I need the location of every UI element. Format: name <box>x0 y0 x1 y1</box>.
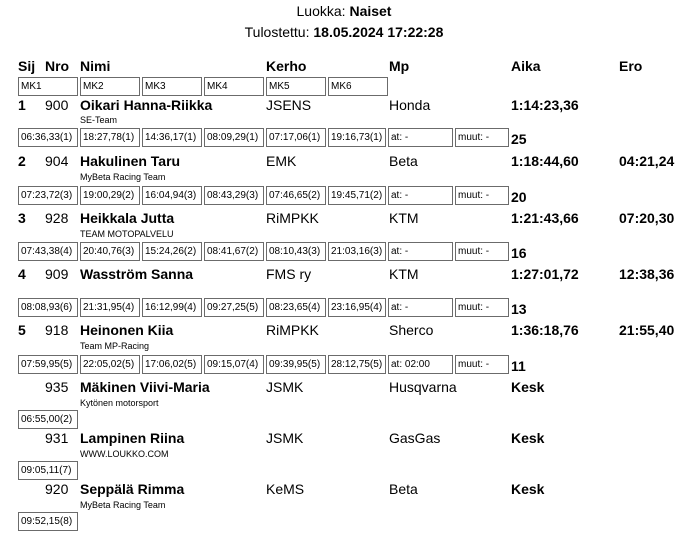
rider-club: RiMPKK <box>266 322 319 338</box>
rider-position: 2 <box>18 153 26 169</box>
rider-time: 1:21:43,66 <box>511 210 579 226</box>
class-header <box>0 3 688 19</box>
rider-position: 4 <box>18 266 26 282</box>
rider-team: TEAM MOTOPALVELU <box>80 229 174 239</box>
rider-number: 909 <box>45 266 69 282</box>
rider-points: 13 <box>511 301 527 317</box>
penalty-other: muut: - <box>455 298 509 317</box>
rider-name: Heikkala Jutta <box>80 210 175 226</box>
penalty-at: at: 02:00 <box>388 355 453 374</box>
split-time: 08:23,65(4) <box>266 298 326 317</box>
col-nro: Nro <box>45 58 70 74</box>
rider-club: JSMK <box>266 379 304 395</box>
rider-time: 1:36:18,76 <box>511 322 579 338</box>
rider-name: Heinonen Kiia <box>80 322 174 338</box>
rider-club: RiMPKK <box>266 210 319 226</box>
printed-header <box>0 24 688 40</box>
rider-club: KeMS <box>266 481 305 497</box>
rider-gap: 04:21,24 <box>619 153 675 169</box>
rider-points: 11 <box>511 358 526 374</box>
col-kerho: Kerho <box>266 58 307 74</box>
class-label: Luokka: <box>296 3 346 19</box>
rider-time: Kesk <box>511 430 545 446</box>
rider-number: 928 <box>45 210 69 226</box>
split-time: 08:08,93(6) <box>18 298 78 317</box>
split-time: 09:15,07(4) <box>204 355 264 374</box>
split-time: 07:43,38(4) <box>18 242 78 261</box>
rider-number: 931 <box>45 430 69 446</box>
split-time: 18:27,78(1) <box>80 128 140 147</box>
split-time: 15:24,26(2) <box>142 242 202 261</box>
rider-team: MyBeta Racing Team <box>80 172 166 182</box>
split-time: 09:27,25(5) <box>204 298 264 317</box>
rider-name: Oikari Hanna-Riikka <box>80 97 213 113</box>
penalty-other: muut: - <box>455 186 509 205</box>
split-time: 06:55,00(2) <box>18 410 78 429</box>
rider-points: 16 <box>511 245 527 261</box>
col-aika: Aika <box>511 58 541 74</box>
split-time: 14:36,17(1) <box>142 128 202 147</box>
rider-name: Lampinen Riina <box>80 430 185 446</box>
split-time: 21:03,16(3) <box>328 242 386 261</box>
printed-label: Tulostettu: <box>244 24 310 40</box>
rider-club: JSENS <box>266 97 312 113</box>
col-ero: Ero <box>619 58 643 74</box>
rider-gap: 07:20,30 <box>619 210 675 226</box>
rider-time: Kesk <box>511 481 545 497</box>
split-time: 07:23,72(3) <box>18 186 78 205</box>
class-name: Naiset <box>349 3 392 19</box>
rider-number: 918 <box>45 322 69 338</box>
rider-position: 3 <box>18 210 26 226</box>
rider-team: SE-Team <box>80 115 118 125</box>
rider-team: WWW.LOUKKO.COM <box>80 449 169 459</box>
rider-number: 935 <box>45 379 69 395</box>
split-time: 16:12,99(4) <box>142 298 202 317</box>
split-time: 08:10,43(3) <box>266 242 326 261</box>
col-nimi: Nimi <box>80 58 111 74</box>
split-time: 19:16,73(1) <box>328 128 386 147</box>
split-time: 09:05,11(7) <box>18 461 78 480</box>
rider-name: Mäkinen Viivi-Maria <box>80 379 210 395</box>
split-time: 16:04,94(3) <box>142 186 202 205</box>
penalty-at: at: - <box>388 186 453 205</box>
rider-team: Kytönen motorsport <box>80 398 159 408</box>
rider-name: Seppälä Rimma <box>80 481 185 497</box>
rider-points: 25 <box>511 131 527 147</box>
rider-time: 1:27:01,72 <box>511 266 579 282</box>
printed-value: 18.05.2024 17:22:28 <box>313 24 444 40</box>
stage-header: MK5 <box>266 77 326 96</box>
split-time: 20:40,76(3) <box>80 242 140 261</box>
stage-header: MK3 <box>142 77 202 96</box>
split-time: 07:17,06(1) <box>266 128 326 147</box>
rider-team: Team MP-Racing <box>80 341 150 351</box>
penalty-at: at: - <box>388 298 453 317</box>
rider-bike: Beta <box>389 481 418 497</box>
split-time: 08:41,67(2) <box>204 242 264 261</box>
split-time: 21:31,95(4) <box>80 298 140 317</box>
rider-points: 20 <box>511 189 527 205</box>
split-time: 17:06,02(5) <box>142 355 202 374</box>
rider-bike: GasGas <box>389 430 441 446</box>
split-time: 28:12,75(5) <box>328 355 386 374</box>
penalty-other: muut: - <box>455 355 509 374</box>
rider-bike: Sherco <box>389 322 434 338</box>
stage-header: MK6 <box>328 77 388 96</box>
split-time: 07:59,95(5) <box>18 355 78 374</box>
rider-team: MyBeta Racing Team <box>80 500 166 510</box>
rider-club: JSMK <box>266 430 304 446</box>
rider-gap: 12:38,36 <box>619 266 675 282</box>
rider-name: Wasström Sanna <box>80 266 194 282</box>
rider-position: 1 <box>18 97 26 113</box>
penalty-at: at: - <box>388 242 453 261</box>
rider-bike: Husqvarna <box>389 379 457 395</box>
stage-header: MK2 <box>80 77 140 96</box>
split-time: 23:16,95(4) <box>328 298 386 317</box>
rider-position: 5 <box>18 322 26 338</box>
split-time: 19:45,71(2) <box>328 186 386 205</box>
penalty-other: muut: - <box>455 128 509 147</box>
rider-number: 904 <box>45 153 69 169</box>
rider-bike: Beta <box>389 153 418 169</box>
rider-time: Kesk <box>511 379 545 395</box>
rider-bike: Honda <box>389 97 431 113</box>
rider-gap: 21:55,40 <box>619 322 675 338</box>
rider-time: 1:18:44,60 <box>511 153 579 169</box>
split-time: 09:39,95(5) <box>266 355 326 374</box>
col-mp: Mp <box>389 58 410 74</box>
stage-header: MK4 <box>204 77 264 96</box>
split-time: 22:05,02(5) <box>80 355 140 374</box>
rider-bike: KTM <box>389 210 419 226</box>
rider-name: Hakulinen Taru <box>80 153 181 169</box>
col-sij: Sij <box>18 58 36 74</box>
split-time: 19:00,29(2) <box>80 186 140 205</box>
split-time: 07:46,65(2) <box>266 186 326 205</box>
split-time: 08:43,29(3) <box>204 186 264 205</box>
rider-bike: KTM <box>389 266 419 282</box>
penalty-at: at: - <box>388 128 453 147</box>
split-time: 06:36,33(1) <box>18 128 78 147</box>
rider-time: 1:14:23,36 <box>511 97 579 113</box>
rider-number: 900 <box>45 97 69 113</box>
split-time: 08:09,29(1) <box>204 128 264 147</box>
split-time: 09:52,15(8) <box>18 512 78 531</box>
penalty-other: muut: - <box>455 242 509 261</box>
rider-club: FMS ry <box>266 266 312 282</box>
stage-header: MK1 <box>18 77 78 96</box>
rider-club: EMK <box>266 153 297 169</box>
rider-number: 920 <box>45 481 69 497</box>
